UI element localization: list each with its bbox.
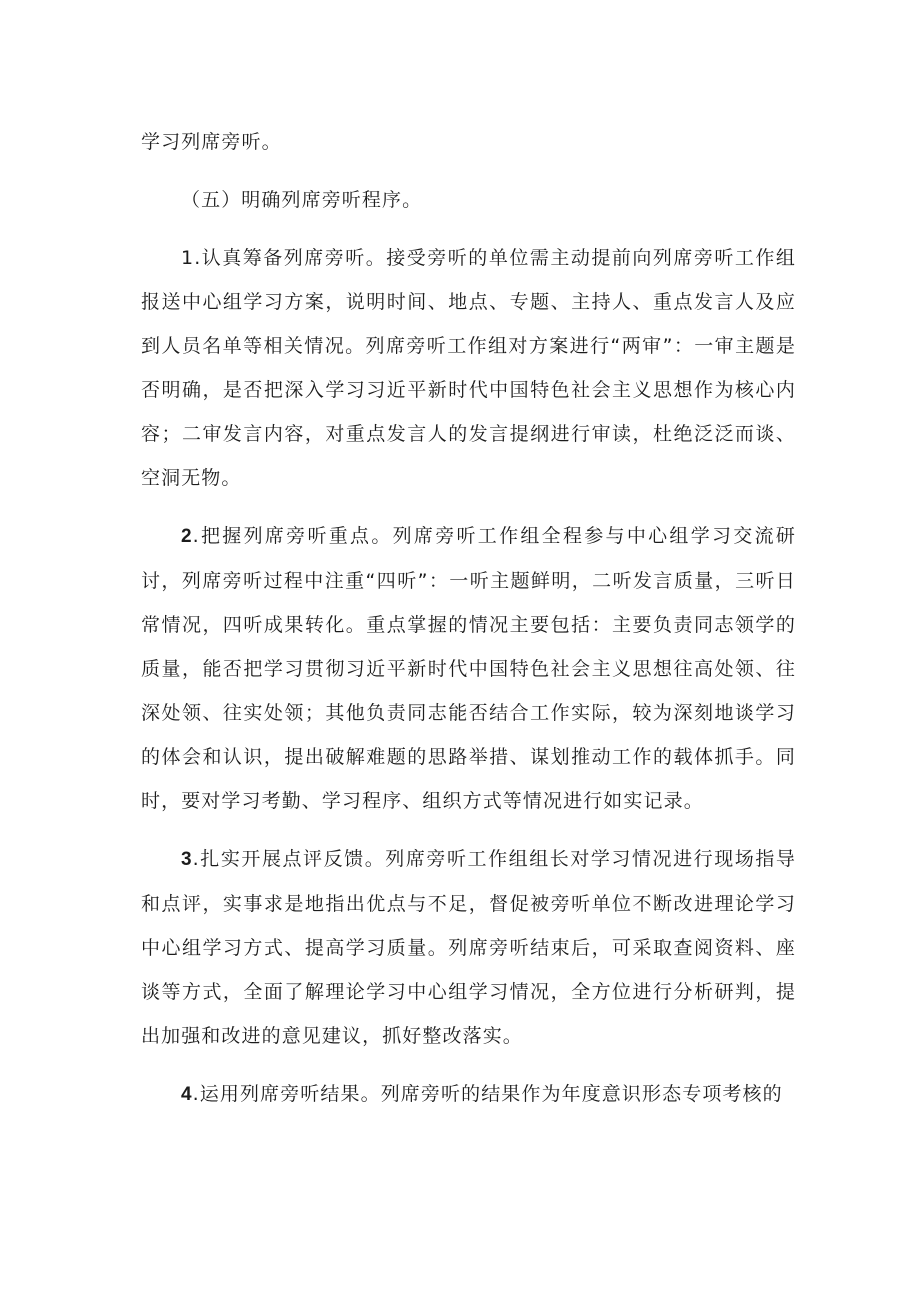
list-item-2 (141, 514, 796, 823)
list-item-1 (141, 236, 796, 500)
list-item-number: 4 (181, 1084, 193, 1105)
list-item-number: 3 (181, 849, 193, 870)
paragraph-continuation (141, 120, 796, 164)
list-item-text: .运用列席旁听结果。列席旁听的结果作为年度意识形态专项考核的 (192, 1083, 783, 1105)
paragraph-continuation-text: 学习列席旁听。 (141, 131, 282, 153)
section-heading-text: （五）明确列席旁听程序。 (181, 189, 423, 211)
list-item-3 (141, 837, 796, 1058)
list-item-4 (141, 1072, 796, 1117)
document-body (141, 120, 796, 1131)
list-item-number: 1. (181, 247, 202, 269)
list-item-text: .扎实开展点评反馈。列席旁听工作组组长对学习情况进行现场指导和点评，实事求是地指出优点与不足，督促被旁听单位不断改进理论学习中心组学习方式、提高学习质量。列席旁听结束后，可采取查阅资料、座谈等方式，全面了解理论学习中心组学习情况，全方位进行分析研判，提出加强和改进的意见建议，抓好整改落实。 (141, 848, 796, 1047)
list-item-text: .把握列席旁听重点。列席旁听工作组全程参与中心组学习交流研讨，列席旁听过程中注重“四听”：一听主题鲜明，二听发言质量，三听日常情况，四听成果转化。重点掌握的情况主要包括：主要负责同志领学的质量，能否把学习贯彻习近平新时代中国特色社会主义思想往高处领、往深处领、往实处领；其他负责同志能否结合工作实际，较为深刻地谈学习的体会和认识，提出破解难题的思路举措、谋划推动工作的载体抓手。同时，要对学习考勤、学习程序、组织方式等情况进行如实记录。 (141, 525, 796, 812)
list-item-text: 认真筹备列席旁听。接受旁听的单位需主动提前向列席旁听工作组报送中心组学习方案，说明时间、地点、专题、主持人、重点发言人及应到人员名单等相关情况。列席旁听工作组对方案进行“两审”：一审主题是否明确，是否把深入学习习近平新时代中国特色社会主义思想作为核心内容；二审发言内容，对重点发言人的发言提纲进行审读，杜绝泛泛而谈、空洞无物。 (141, 247, 796, 489)
section-heading (141, 178, 796, 222)
list-item-number: 2 (181, 526, 193, 547)
